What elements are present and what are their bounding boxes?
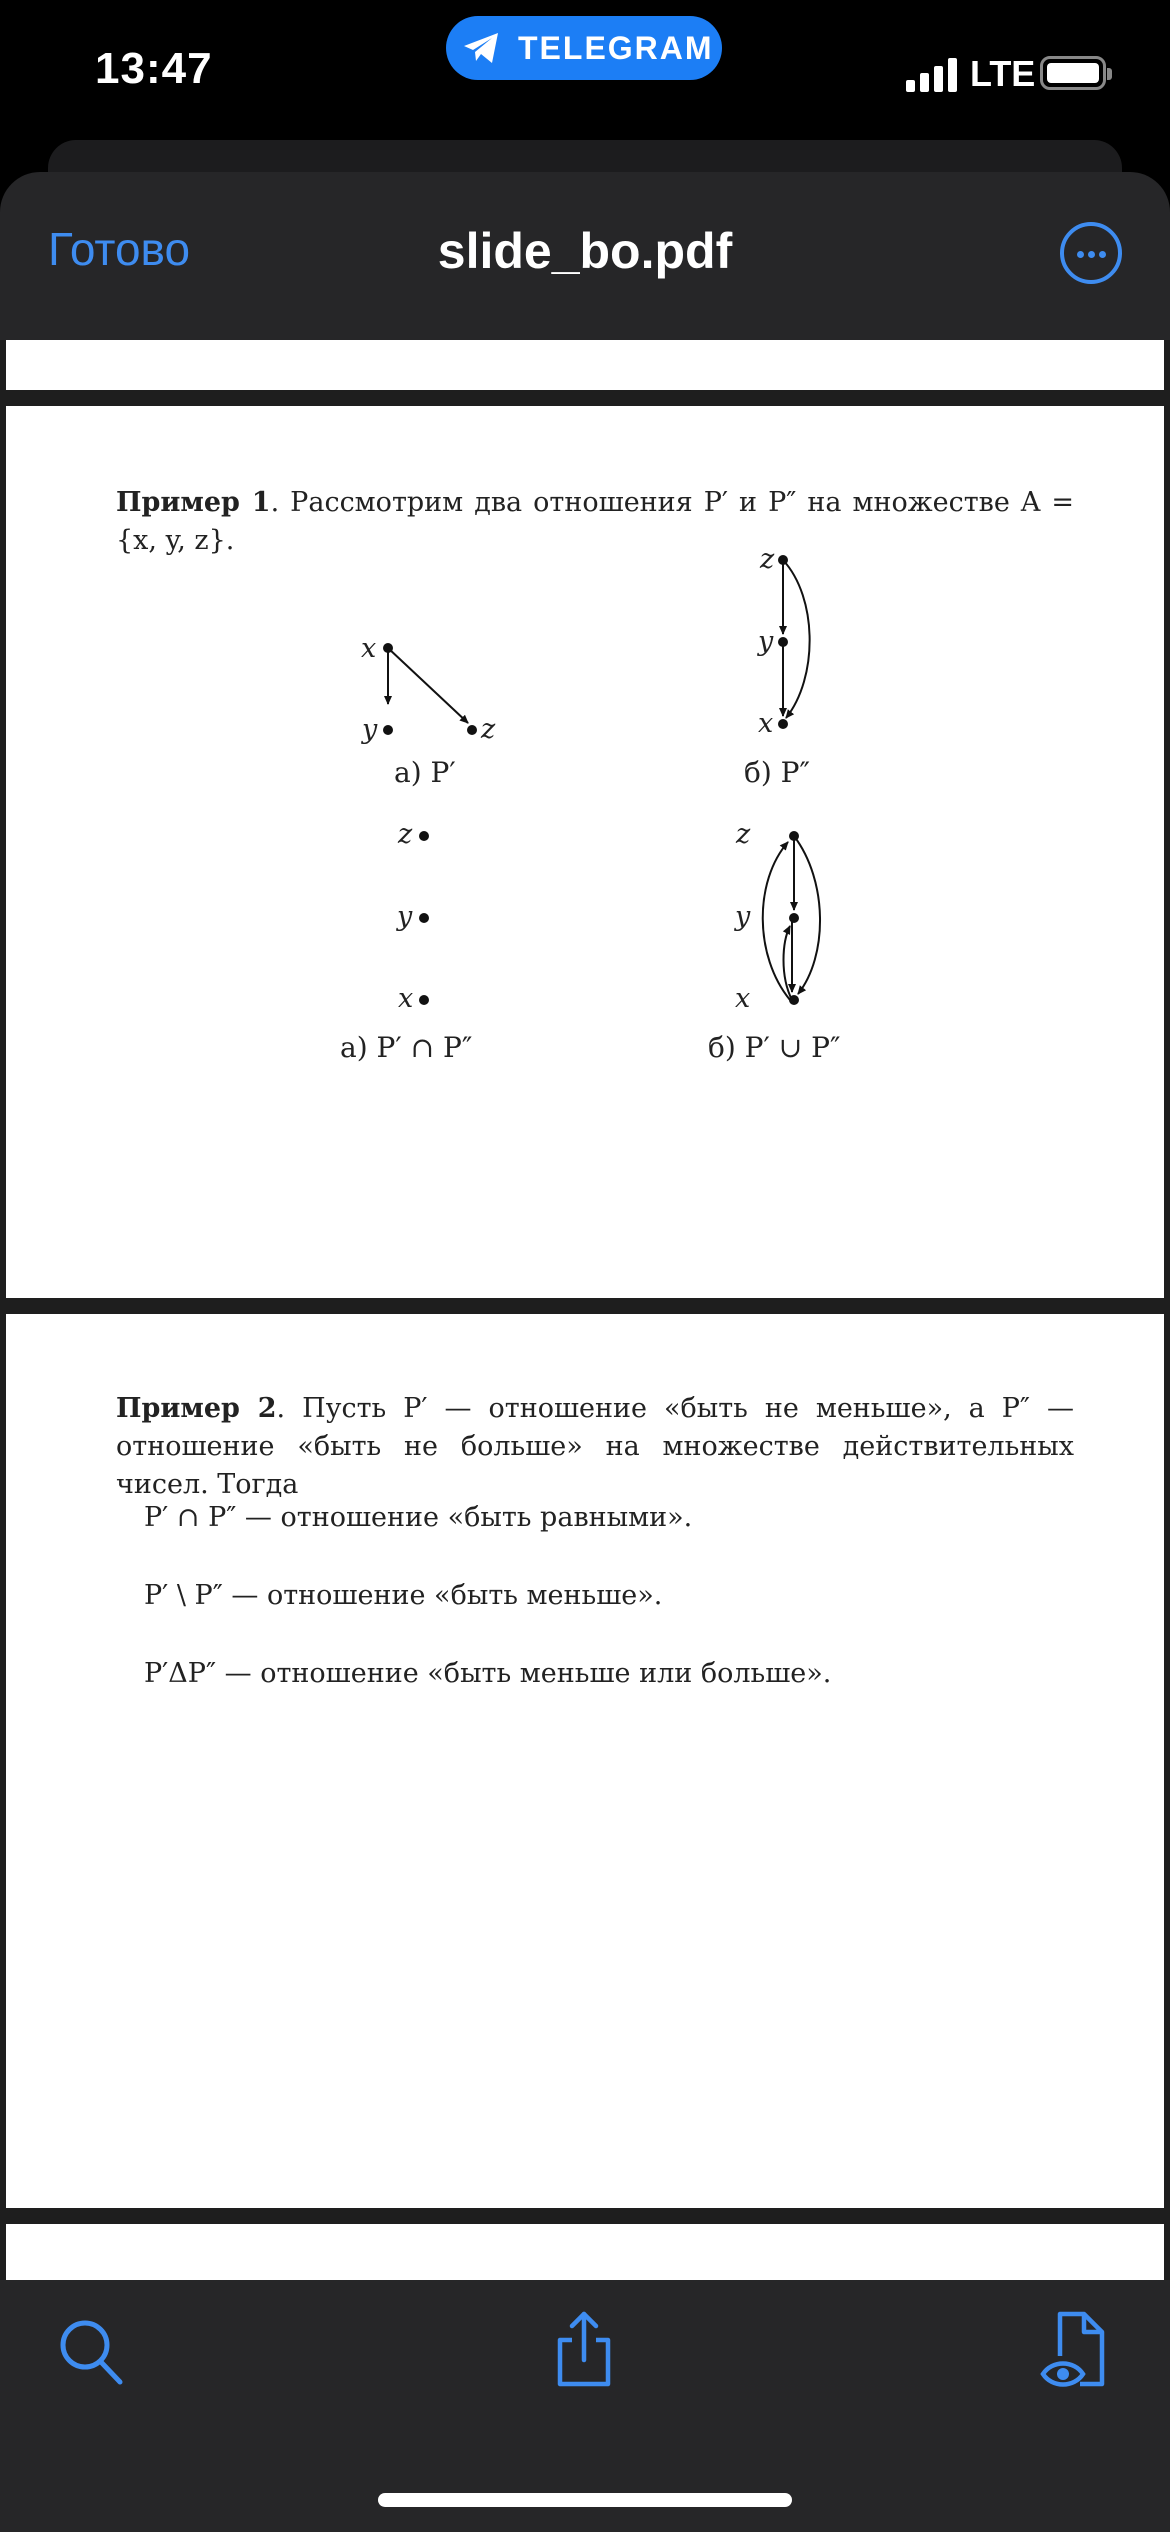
relation-intersection: P′ ∩ P″ — отношение «быть равными». — [144, 1502, 693, 1533]
vertex-label-y: y — [735, 901, 751, 932]
example-1-heading: Пример 1 — [116, 487, 271, 518]
telegram-label: TELEGRAM — [518, 30, 714, 66]
telegram-return-pill[interactable] — [446, 16, 722, 80]
example-2-text: . Пусть P′ — отношение «быть не меньше», а P″ — отношение «быть не больше» на множестве действительных чисел. Тогда — [116, 1393, 1074, 1500]
cellular-signal-icon — [906, 58, 960, 92]
pdf-page-previous — [6, 340, 1164, 390]
vertex-label-x: x — [735, 983, 751, 1014]
vertex-label-z: z — [760, 544, 775, 575]
document-eye-icon[interactable] — [1040, 2308, 1110, 2392]
relation-difference: P′ \ P″ — отношение «быть меньше». — [144, 1580, 663, 1611]
pdf-page-example-2 — [6, 1314, 1164, 2208]
example-2-heading: Пример 2 — [116, 1393, 277, 1424]
pdf-viewer-sheet — [0, 172, 1170, 2532]
caption-union: б) P′ ∪ P″ — [708, 1031, 841, 1064]
document-title: slide_bo.pdf — [437, 223, 733, 279]
caption-p-double-prime: б) P″ — [744, 756, 810, 789]
pdf-scroll-area[interactable] — [0, 340, 1170, 2280]
network-type: LTE — [970, 53, 1036, 94]
caption-p-prime: а) P′ — [394, 756, 456, 789]
vertex-label-z: z — [481, 714, 496, 745]
done-button[interactable]: Готово — [48, 223, 191, 275]
pdf-page-example-1 — [6, 406, 1164, 1298]
vertex-label-z: z — [398, 819, 413, 850]
vertex-label-x: x — [758, 708, 774, 739]
vertex-label-y: y — [362, 714, 378, 745]
example-2-paragraph — [116, 1390, 1074, 1504]
telegram-icon — [462, 30, 502, 66]
more-options-button[interactable] — [1060, 222, 1122, 284]
graph-intersection — [414, 826, 434, 1016]
pdf-page-next — [6, 2224, 1164, 2280]
search-icon[interactable] — [58, 2318, 124, 2388]
vertex-label-y: y — [397, 901, 413, 932]
share-icon[interactable] — [552, 2310, 616, 2390]
vertex-label-y: y — [758, 626, 774, 657]
vertex-label-x: x — [398, 983, 414, 1014]
home-indicator[interactable] — [378, 2493, 792, 2507]
status-time: 13:47 — [95, 44, 213, 93]
graph-union — [752, 826, 842, 1022]
example-1-text: . Рассмотрим два отношения P′ и P″ на множестве A = {x, y, z}. — [116, 487, 1074, 556]
vertex-label-x: x — [361, 633, 377, 664]
relation-symmetric-difference: P′ΔP″ — отношение «быть меньше или больше». — [144, 1658, 832, 1689]
battery-icon — [1040, 56, 1106, 90]
example-1-paragraph — [116, 484, 1074, 560]
caption-intersection: а) P′ ∩ P″ — [340, 1031, 473, 1064]
vertex-label-z: z — [736, 819, 751, 850]
